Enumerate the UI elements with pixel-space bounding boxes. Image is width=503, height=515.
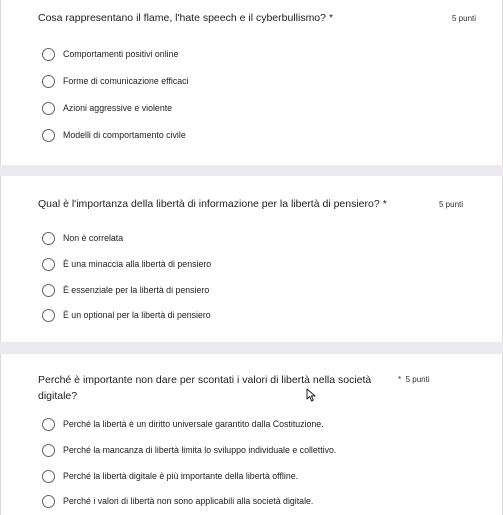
- option-label: Forme di comunicazione efficaci: [63, 76, 189, 86]
- question-card-3: [0, 354, 503, 515]
- mouse-pointer-icon: [306, 388, 318, 402]
- option-1-1[interactable]: [42, 44, 482, 64]
- option-1-4[interactable]: [42, 125, 482, 145]
- option-label: Azioni aggressive e violente: [63, 103, 173, 113]
- option-2-4[interactable]: [42, 305, 482, 325]
- option-label: È un optional per la libertà di pensiero: [63, 310, 211, 320]
- radio-empty-icon[interactable]: [42, 309, 55, 322]
- question-card-1: [0, 0, 503, 165]
- required-asterisk: *: [329, 12, 334, 24]
- radio-empty-icon[interactable]: [42, 470, 55, 483]
- radio-empty-icon[interactable]: [42, 495, 55, 508]
- option-2-2[interactable]: [42, 254, 482, 274]
- option-label: Non è correlata: [63, 233, 124, 243]
- radio-empty-icon[interactable]: [42, 129, 55, 142]
- radio-empty-icon[interactable]: [42, 444, 55, 457]
- points-label: [398, 374, 430, 386]
- radio-empty-icon[interactable]: [42, 75, 55, 88]
- option-label: Perché la libertà è un diritto universale garantito dalla Costituzione.: [63, 419, 324, 429]
- option-3-2[interactable]: [42, 440, 482, 460]
- option-1-2[interactable]: [42, 71, 482, 91]
- option-2-3[interactable]: [42, 280, 482, 300]
- radio-empty-icon[interactable]: [42, 418, 55, 431]
- required-asterisk: *: [382, 198, 387, 210]
- option-1-3[interactable]: [42, 98, 482, 118]
- question-title-3-line1: Perché è importante non dare per scontati i valori di libertà nella società: [38, 374, 372, 386]
- radio-empty-icon[interactable]: [42, 102, 55, 115]
- option-3-3[interactable]: [42, 466, 482, 486]
- option-3-1[interactable]: [42, 414, 482, 434]
- question-text: Qual è l'importanza della libertà di informazione per la libertà di pensiero?: [38, 198, 380, 210]
- option-3-4[interactable]: [42, 491, 482, 511]
- question-title-3-line2: digitale?: [38, 390, 78, 402]
- points-text: 5 punti: [405, 375, 430, 384]
- radio-empty-icon[interactable]: [42, 284, 55, 297]
- points-label: 5 punti: [439, 200, 464, 209]
- option-label: Perché i valori di libertà non sono applicabili alla società digitale.: [63, 496, 314, 506]
- option-label: Perché la mancanza di libertà limita lo sviluppo individuale e collettivo.: [63, 445, 337, 455]
- question-text: Cosa rappresentano il flame, l'hate speech e il cyberbullismo?: [38, 12, 326, 24]
- question-card-2: [0, 176, 503, 342]
- question-title-2: [38, 196, 387, 212]
- question-title-1: [38, 10, 333, 26]
- option-label: Perché la libertà digitale è più importante della libertà offline.: [63, 471, 299, 481]
- radio-empty-icon[interactable]: [42, 258, 55, 271]
- option-label: È una minaccia alla libertà di pensiero: [63, 259, 212, 269]
- points-label: 5 punti: [452, 14, 477, 23]
- required-asterisk: *: [398, 375, 402, 384]
- radio-empty-icon[interactable]: [42, 232, 55, 245]
- option-label: È essenziale per la libertà di pensiero: [63, 285, 210, 295]
- option-2-1[interactable]: [42, 228, 482, 248]
- option-label: Modelli di comportamento civile: [63, 130, 186, 140]
- option-label: Comportamenti positivi online: [63, 49, 179, 59]
- radio-empty-icon[interactable]: [42, 48, 55, 61]
